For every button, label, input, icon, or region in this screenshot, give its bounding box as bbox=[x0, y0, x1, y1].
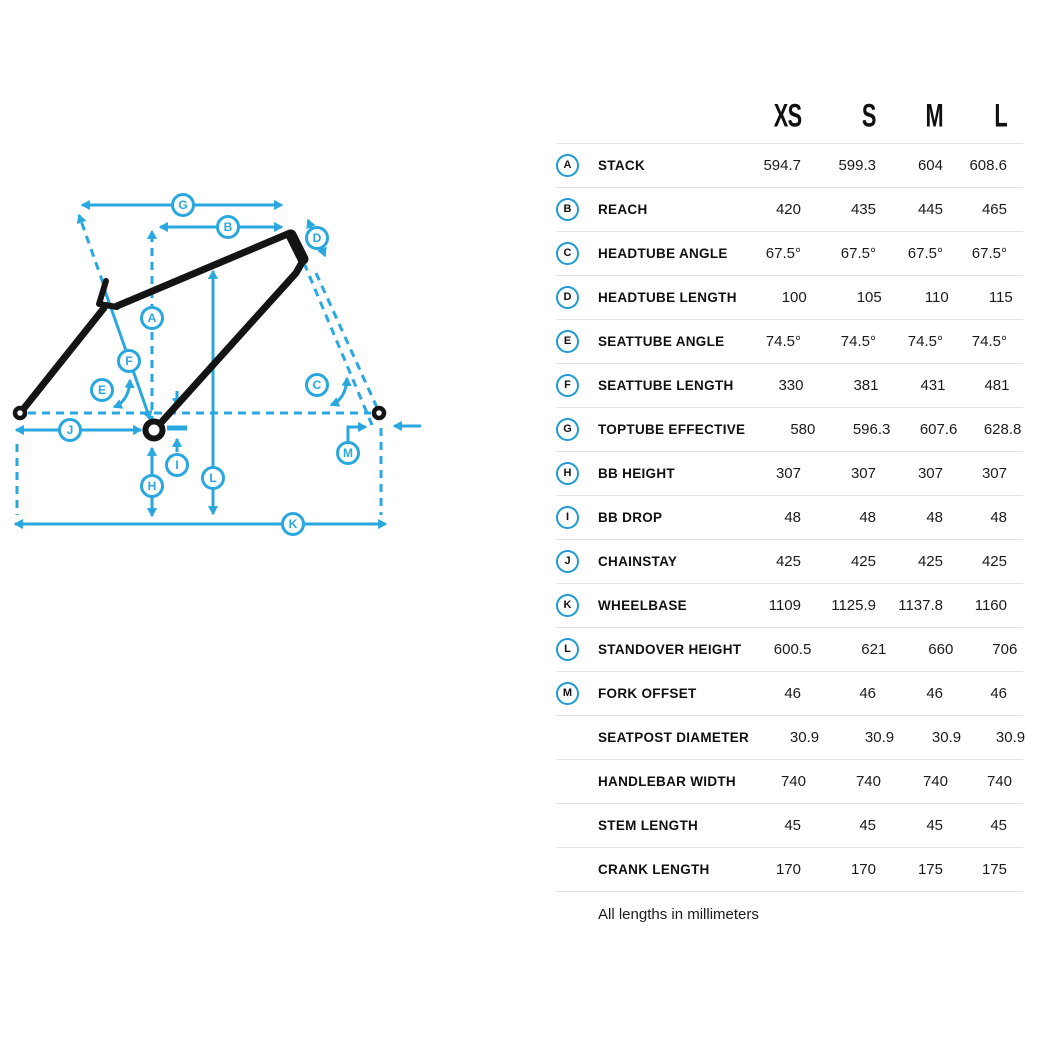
row-value: 175 bbox=[981, 861, 1007, 878]
row-value: 435 bbox=[850, 201, 876, 218]
table-row bbox=[556, 628, 1023, 672]
row-value: 481 bbox=[984, 377, 1010, 394]
size-header-s: S bbox=[862, 96, 876, 134]
bottom-bracket bbox=[146, 422, 163, 439]
seatpost-nub bbox=[99, 281, 117, 307]
row-value: 307 bbox=[775, 465, 801, 482]
table-row bbox=[556, 496, 1023, 540]
row-label: SEATPOST DIAMETER bbox=[598, 730, 750, 745]
svg-text:M: M bbox=[343, 446, 353, 460]
row-value: 706 bbox=[992, 641, 1018, 658]
seattube-angle-arc-E bbox=[114, 380, 130, 407]
marker-B bbox=[218, 217, 239, 238]
row-value: 660 bbox=[928, 641, 954, 658]
row-value: 628.8 bbox=[983, 421, 1022, 438]
row-value: 170 bbox=[775, 861, 801, 878]
svg-text:K: K bbox=[288, 517, 298, 531]
table-row bbox=[556, 276, 1023, 320]
row-marker-cell bbox=[556, 198, 598, 221]
row-marker-badge: A bbox=[556, 154, 579, 177]
marker-C bbox=[307, 375, 328, 396]
row-value: 100 bbox=[781, 289, 807, 306]
row-marker-badge: F bbox=[556, 374, 579, 397]
row-value: 67.5° bbox=[765, 245, 801, 262]
bike-geometry-diagram bbox=[0, 150, 460, 570]
marker-K bbox=[283, 514, 304, 535]
row-value: 74.5° bbox=[840, 333, 876, 350]
row-value: 48 bbox=[990, 509, 1007, 526]
row-value: 740 bbox=[986, 773, 1012, 790]
seattube-axis-extension bbox=[79, 215, 103, 283]
row-value: 425 bbox=[775, 553, 801, 570]
row-value: 425 bbox=[917, 553, 943, 570]
row-value: 580 bbox=[790, 421, 816, 438]
table-row bbox=[556, 672, 1023, 716]
row-value: 420 bbox=[775, 201, 801, 218]
row-label: BB DROP bbox=[598, 510, 663, 525]
row-value: 1160 bbox=[974, 597, 1007, 614]
row-marker-cell bbox=[556, 506, 598, 529]
table-row bbox=[556, 144, 1023, 188]
row-marker-cell bbox=[556, 550, 598, 573]
row-label: HANDLEBAR WIDTH bbox=[598, 774, 736, 789]
row-value: 600.5 bbox=[773, 641, 812, 658]
row-value: 445 bbox=[917, 201, 943, 218]
row-value: 307 bbox=[850, 465, 876, 482]
row-value: 425 bbox=[850, 553, 876, 570]
row-label: HEADTUBE LENGTH bbox=[598, 290, 737, 305]
row-value: 330 bbox=[778, 377, 804, 394]
table-row bbox=[556, 188, 1023, 232]
row-marker-badge: K bbox=[556, 594, 579, 617]
marker-L bbox=[203, 468, 224, 489]
row-marker-badge: C bbox=[556, 242, 579, 265]
row-value: 48 bbox=[859, 509, 876, 526]
svg-text:L: L bbox=[209, 471, 217, 485]
table-body bbox=[556, 144, 1026, 892]
marker-F bbox=[119, 351, 140, 372]
row-label: BB HEIGHT bbox=[598, 466, 675, 481]
row-marker-badge: M bbox=[556, 682, 579, 705]
svg-text:G: G bbox=[178, 198, 188, 212]
table-header-row bbox=[556, 88, 1023, 144]
row-label: STEM LENGTH bbox=[598, 818, 699, 833]
table-footnote: All lengths in millimeters bbox=[598, 906, 759, 923]
frame-outline bbox=[15, 233, 384, 439]
row-value: 74.5° bbox=[907, 333, 943, 350]
row-value: 381 bbox=[853, 377, 879, 394]
row-marker-cell bbox=[556, 462, 598, 485]
row-value: 621 bbox=[861, 641, 887, 658]
row-value: 465 bbox=[981, 201, 1007, 218]
row-value: 48 bbox=[784, 509, 801, 526]
marker-A bbox=[142, 308, 163, 329]
marker-G bbox=[173, 195, 194, 216]
row-marker-cell bbox=[556, 374, 598, 397]
svg-text:A: A bbox=[147, 311, 157, 325]
rear-axle bbox=[15, 408, 25, 418]
row-label: WHEELBASE bbox=[598, 598, 687, 613]
row-value: 46 bbox=[784, 685, 801, 702]
row-label: TOPTUBE EFFECTIVE bbox=[598, 422, 746, 437]
row-value: 46 bbox=[926, 685, 943, 702]
fork-offset-elbow-M bbox=[348, 427, 366, 442]
row-value: 740 bbox=[855, 773, 881, 790]
table-row bbox=[556, 364, 1023, 408]
row-marker-badge: B bbox=[556, 198, 579, 221]
svg-text:D: D bbox=[312, 231, 322, 245]
row-value: 67.5° bbox=[971, 245, 1007, 262]
table-row bbox=[556, 320, 1023, 364]
row-marker-cell bbox=[556, 638, 598, 661]
row-value: 30.9 bbox=[931, 729, 962, 746]
row-value: 67.5° bbox=[840, 245, 876, 262]
row-value: 74.5° bbox=[765, 333, 801, 350]
row-marker-badge: H bbox=[556, 462, 579, 485]
row-marker-cell bbox=[556, 418, 598, 441]
table-row bbox=[556, 760, 1023, 804]
row-value: 30.9 bbox=[995, 729, 1026, 746]
row-value: 1125.9 bbox=[831, 597, 876, 614]
row-value: 604 bbox=[917, 157, 943, 174]
row-value: 48 bbox=[926, 509, 943, 526]
row-value: 45 bbox=[926, 817, 943, 834]
row-value: 45 bbox=[990, 817, 1007, 834]
row-value: 46 bbox=[990, 685, 1007, 702]
svg-text:F: F bbox=[125, 354, 133, 368]
marker-H bbox=[142, 476, 163, 497]
row-value: 115 bbox=[988, 289, 1013, 306]
headtube-tube bbox=[291, 235, 303, 259]
svg-text:H: H bbox=[147, 479, 157, 493]
row-value: 596.3 bbox=[852, 421, 891, 438]
svg-text:E: E bbox=[97, 383, 107, 397]
row-value: 607.6 bbox=[919, 421, 958, 438]
row-label: STACK bbox=[598, 158, 645, 173]
seatstay bbox=[21, 308, 107, 412]
row-value: 74.5° bbox=[971, 333, 1007, 350]
row-value: 67.5° bbox=[907, 245, 943, 262]
row-value: 105 bbox=[856, 289, 882, 306]
row-value: 45 bbox=[784, 817, 801, 834]
row-value: 46 bbox=[859, 685, 876, 702]
row-label: REACH bbox=[598, 202, 648, 217]
row-marker-cell bbox=[556, 594, 598, 617]
table-row bbox=[556, 540, 1023, 584]
row-marker-badge: E bbox=[556, 330, 579, 353]
svg-text:J: J bbox=[66, 423, 74, 437]
row-value: 307 bbox=[981, 465, 1007, 482]
row-marker-cell bbox=[556, 682, 598, 705]
row-value: 170 bbox=[850, 861, 876, 878]
row-label: FORK OFFSET bbox=[598, 686, 697, 701]
table-row bbox=[556, 408, 1023, 452]
row-label: SEATTUBE ANGLE bbox=[598, 334, 725, 349]
row-value: 608.6 bbox=[969, 157, 1007, 174]
table-row bbox=[556, 232, 1023, 276]
svg-text:B: B bbox=[223, 220, 233, 234]
row-label: SEATTUBE LENGTH bbox=[598, 378, 734, 393]
row-marker-cell bbox=[556, 154, 598, 177]
row-value: 1109 bbox=[768, 597, 801, 614]
table-row bbox=[556, 584, 1023, 628]
marker-E bbox=[92, 380, 113, 401]
row-value: 599.3 bbox=[838, 157, 876, 174]
row-label: HEADTUBE ANGLE bbox=[598, 246, 728, 261]
row-marker-cell bbox=[556, 242, 598, 265]
size-header-l: L bbox=[994, 96, 1007, 134]
table-row bbox=[556, 452, 1023, 496]
row-label: STANDOVER HEIGHT bbox=[598, 642, 742, 657]
row-marker-badge: J bbox=[556, 550, 579, 573]
row-marker-badge: G bbox=[556, 418, 579, 441]
row-value: 740 bbox=[780, 773, 806, 790]
front-axle bbox=[374, 408, 384, 418]
svg-text:C: C bbox=[312, 378, 322, 392]
row-marker-badge: L bbox=[556, 638, 579, 661]
row-value: 30.9 bbox=[864, 729, 895, 746]
row-label: CHAINSTAY bbox=[598, 554, 678, 569]
row-value: 594.7 bbox=[763, 157, 801, 174]
row-value: 175 bbox=[917, 861, 943, 878]
row-value: 740 bbox=[922, 773, 948, 790]
marker-D bbox=[307, 228, 328, 249]
row-label: CRANK LENGTH bbox=[598, 862, 710, 877]
marker-J bbox=[60, 420, 81, 441]
size-header-m: M bbox=[925, 96, 943, 134]
row-marker-cell bbox=[556, 286, 598, 309]
row-value: 110 bbox=[924, 289, 949, 306]
row-value: 1137.8 bbox=[898, 597, 943, 614]
marker-M bbox=[338, 443, 359, 464]
row-value: 425 bbox=[981, 553, 1007, 570]
row-value: 30.9 bbox=[789, 729, 820, 746]
size-header-xs: XS bbox=[773, 96, 801, 134]
row-value: 45 bbox=[859, 817, 876, 834]
table-row bbox=[556, 848, 1023, 892]
row-marker-badge: I bbox=[556, 506, 579, 529]
main-frame-path bbox=[117, 233, 304, 426]
row-marker-cell bbox=[556, 330, 598, 353]
row-marker-badge: D bbox=[556, 286, 579, 309]
svg-text:I: I bbox=[175, 458, 179, 472]
table-row bbox=[556, 804, 1023, 848]
geometry-table bbox=[556, 88, 1026, 923]
row-value: 307 bbox=[917, 465, 943, 482]
table-row bbox=[556, 716, 1026, 760]
marker-I bbox=[167, 455, 188, 476]
headtube-angle-arc-C bbox=[331, 378, 347, 405]
row-value: 431 bbox=[920, 377, 946, 394]
